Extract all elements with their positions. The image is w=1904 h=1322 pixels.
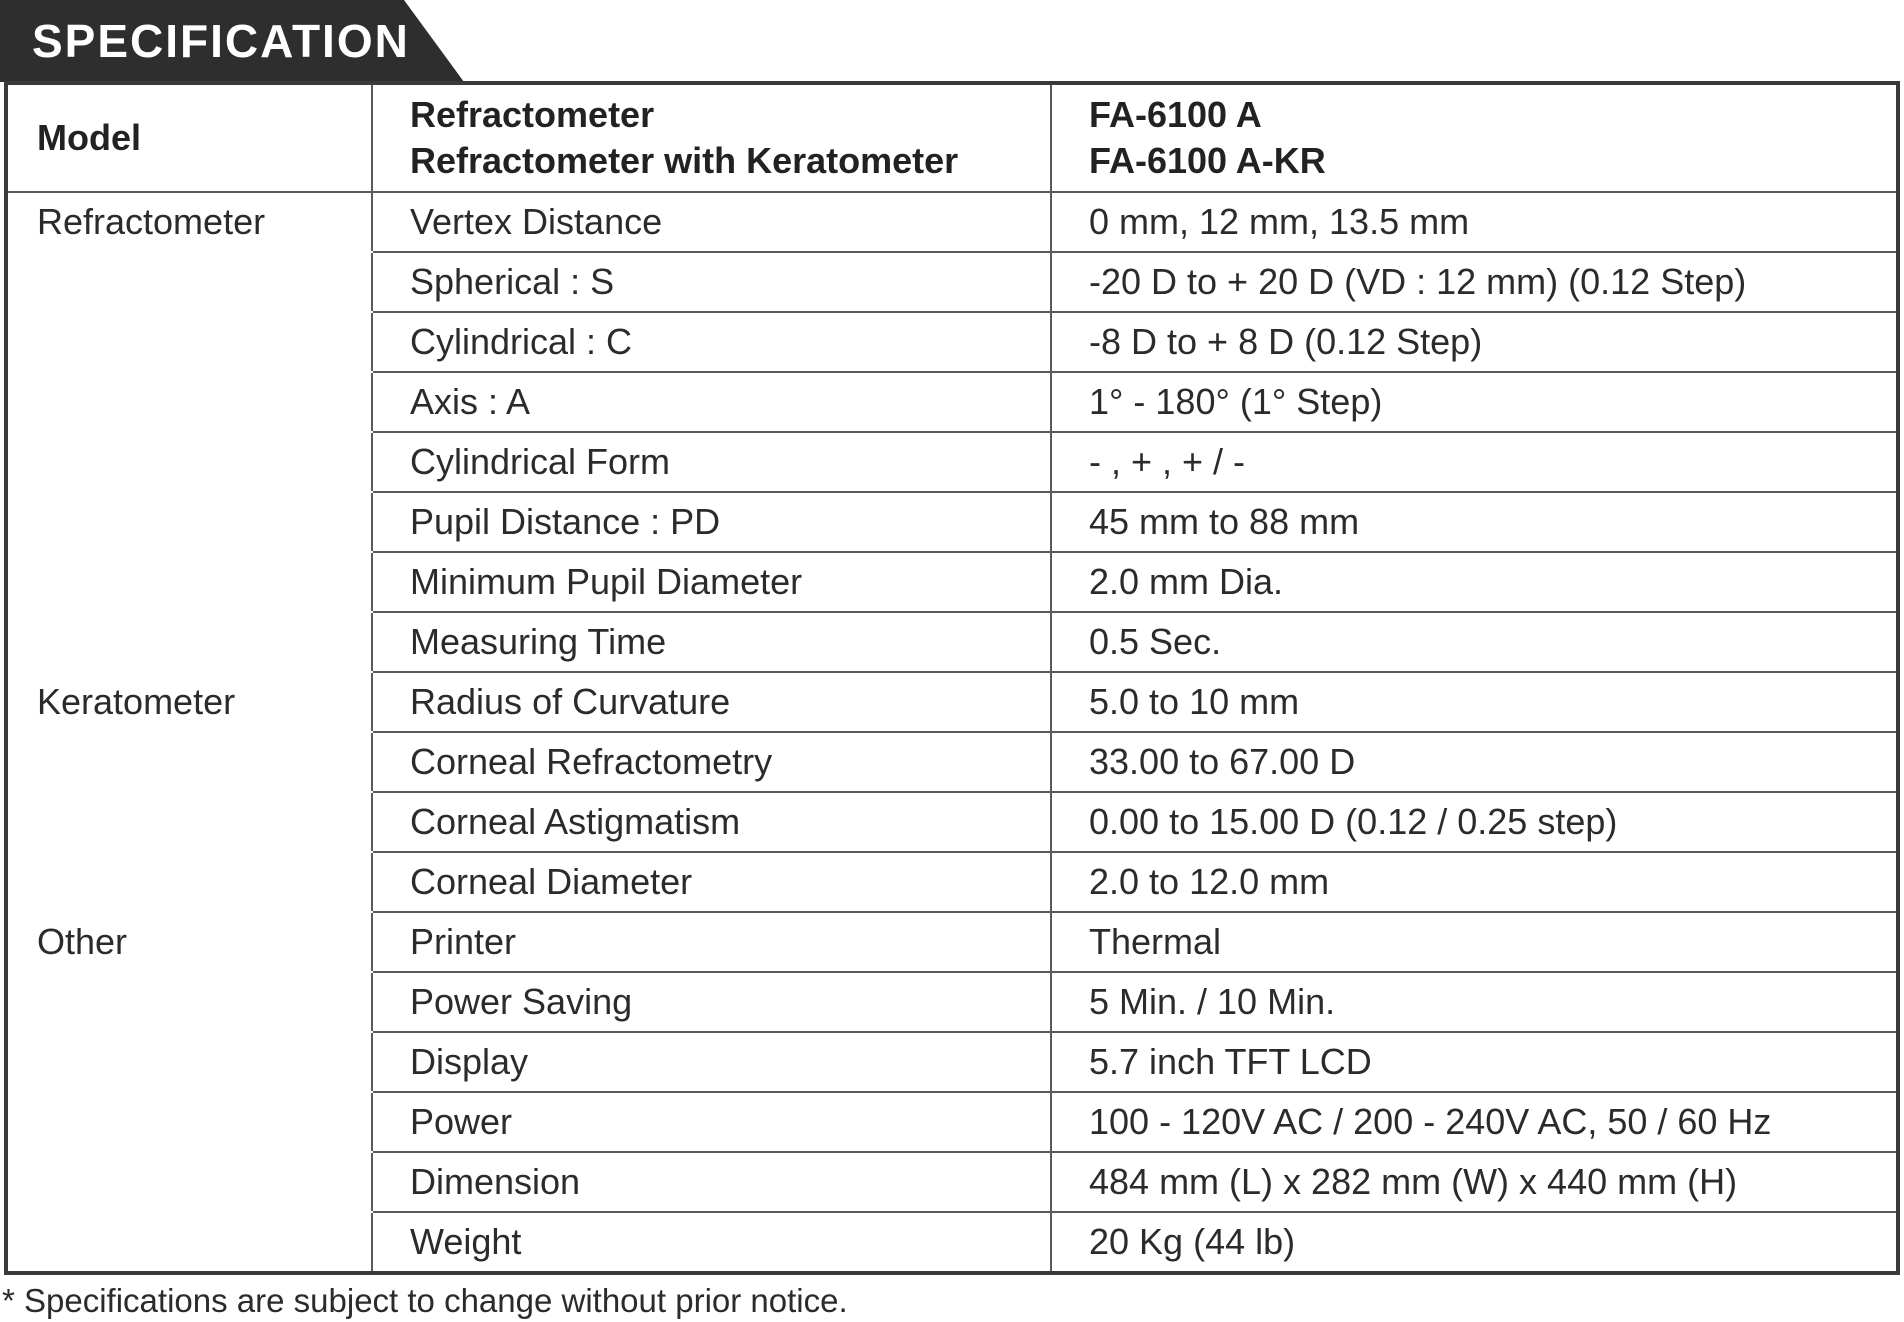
category-cell [6,792,372,852]
spec-value-cell: Thermal [1051,912,1898,972]
header-model-label: Model [6,83,372,192]
spec-item-cell: Power [372,1092,1051,1152]
spec-value-cell: 0.5 Sec. [1051,612,1898,672]
spec-item-cell: Printer [372,912,1051,972]
table-row [6,552,1898,612]
spec-item-cell: Pupil Distance : PD [372,492,1051,552]
spec-item-cell: Display [372,1032,1051,1092]
table-row [6,672,1898,732]
spec-item-cell: Weight [372,1212,1051,1273]
table-row [6,732,1898,792]
header-model-name: FA-6100 A-KR [1089,140,1326,181]
category-cell: Keratometer [6,672,372,732]
spec-item-cell: Power Saving [372,972,1051,1032]
header-model-name: FA-6100 A [1089,94,1262,135]
spec-item-cell: Measuring Time [372,612,1051,672]
category-cell [6,1092,372,1152]
category-cell [6,612,372,672]
table-row [6,252,1898,312]
category-cell [6,1152,372,1212]
table-row [6,372,1898,432]
spec-value-cell: 5 Min. / 10 Min. [1051,972,1898,1032]
header-product-type: Refractometer [410,94,655,135]
specification-table [4,81,1900,1275]
spec-value-cell: 484 mm (L) x 282 mm (W) x 440 mm (H) [1051,1152,1898,1212]
category-cell [6,972,372,1032]
spec-value-cell: 100 - 120V AC / 200 - 240V AC, 50 / 60 Hz [1051,1092,1898,1152]
header-product-types [372,83,1051,192]
spec-item-cell: Dimension [372,1152,1051,1212]
spec-item-cell: Spherical : S [372,252,1051,312]
table-row [6,1092,1898,1152]
spec-item-cell: Cylindrical : C [372,312,1051,372]
table-row [6,1212,1898,1273]
spec-value-cell: 2.0 to 12.0 mm [1051,852,1898,912]
spec-value-cell: -8 D to + 8 D (0.12 Step) [1051,312,1898,372]
spec-value-cell: 5.0 to 10 mm [1051,672,1898,732]
table-row [6,852,1898,912]
category-cell [6,852,372,912]
spec-item-cell: Minimum Pupil Diameter [372,552,1051,612]
category-cell [6,1212,372,1273]
category-cell [6,252,372,312]
specification-heading: SPECIFICATION [32,15,410,67]
category-cell [6,552,372,612]
table-row [6,912,1898,972]
spec-value-cell: 20 Kg (44 lb) [1051,1212,1898,1273]
spec-item-cell: Corneal Diameter [372,852,1051,912]
spec-value-cell: -20 D to + 20 D (VD : 12 mm) (0.12 Step) [1051,252,1898,312]
category-cell: Refractometer [6,192,372,252]
category-cell [6,492,372,552]
spec-item-cell: Corneal Astigmatism [372,792,1051,852]
spec-item-cell: Corneal Refractometry [372,732,1051,792]
header-product-type: Refractometer with Keratometer [410,140,959,181]
spec-value-cell: 0.00 to 15.00 D (0.12 / 0.25 step) [1051,792,1898,852]
table-row [6,432,1898,492]
table-row [6,1152,1898,1212]
table-row [6,192,1898,252]
spec-value-cell: 45 mm to 88 mm [1051,492,1898,552]
spec-value-cell: 1° - 180° (1° Step) [1051,372,1898,432]
table-row [6,972,1898,1032]
table-header-row [6,83,1898,192]
spec-item-cell: Cylindrical Form [372,432,1051,492]
category-cell: Other [6,912,372,972]
category-cell [6,732,372,792]
footnote: * Specifications are subject to change without prior notice. [2,1282,848,1319]
header-model-names [1051,83,1898,192]
spec-item-cell: Vertex Distance [372,192,1051,252]
category-cell [6,1032,372,1092]
spec-item-cell: Radius of Curvature [372,672,1051,732]
spec-value-cell: 0 mm, 12 mm, 13.5 mm [1051,192,1898,252]
table-row [6,1032,1898,1092]
spec-value-cell: 5.7 inch TFT LCD [1051,1032,1898,1092]
table-row [6,792,1898,852]
spec-value-cell: - , + , + / - [1051,432,1898,492]
category-cell [6,432,372,492]
spec-item-cell: Axis : A [372,372,1051,432]
table-row [6,312,1898,372]
spec-value-cell: 33.00 to 67.00 D [1051,732,1898,792]
table-row [6,612,1898,672]
table-row [6,492,1898,552]
category-cell [6,312,372,372]
spec-value-cell: 2.0 mm Dia. [1051,552,1898,612]
category-cell [6,372,372,432]
